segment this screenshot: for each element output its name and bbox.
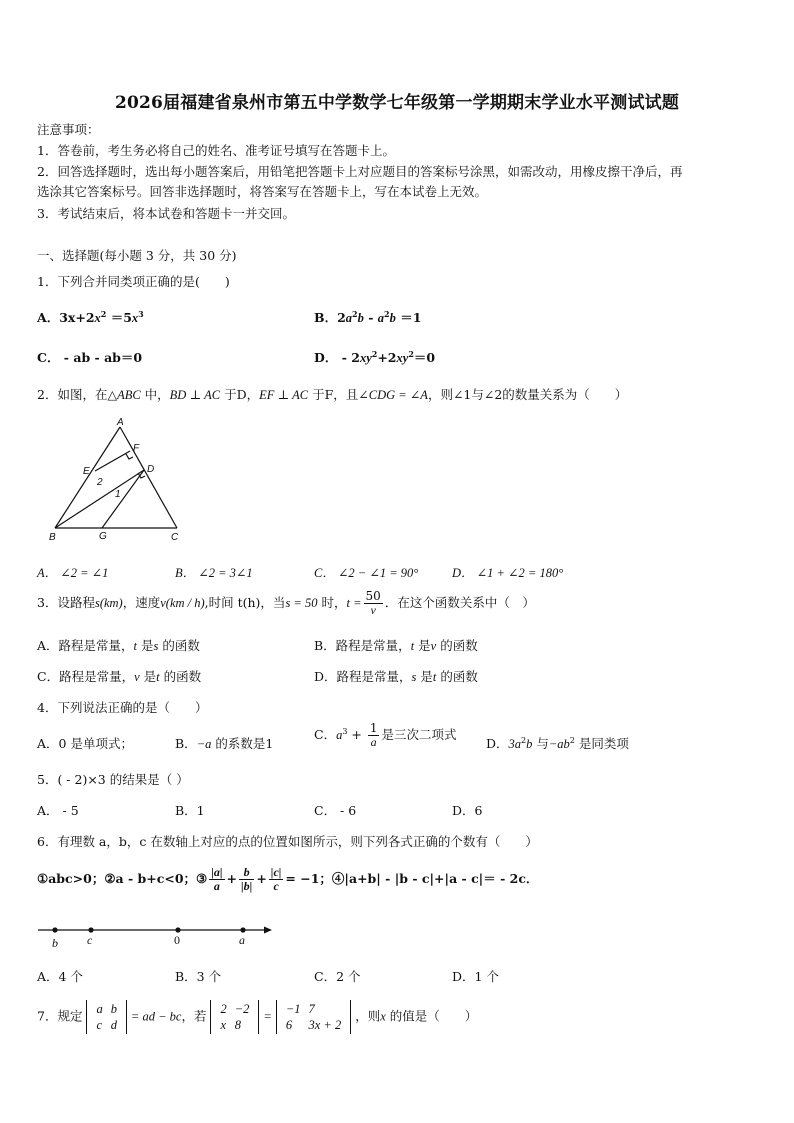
axis-label-zero: 0 [174,933,180,947]
q2-option-a: A． ∠2 = ∠1 [37,566,109,580]
point-a [240,927,245,932]
q5-option-b: B．1 [175,803,205,818]
q2-option-c: C． ∠2 − ∠1 = 90° [314,566,419,580]
matrix-definition: a b c d [86,1000,127,1034]
q6-stem: 6．有理数 a，b，c 在数轴上对应的点的位置如图所示，则下列各式正确的个数有（ ） [37,834,538,849]
q5-option-c: C． - 6 [314,803,357,818]
q3-option-a: A．路程是常量，t 是s 的函数 [37,638,200,653]
notice-item-2-cont: 选涂其它答案标号。回答非选择题时，将答案写在答题卡上，写在本试卷上无效。 [37,184,488,199]
label-e: E [83,466,90,477]
q1-option-c: C． - ab - ab＝0 [37,350,143,365]
q6-option-a: A．4 个 [37,969,83,984]
matrix-left: 2 −2 x 8 [210,1000,259,1034]
q4-stem: 4．下列说法正确的是（ ） [37,700,208,715]
q3-option-c: C．路程是常量，v 是t 的函数 [37,669,202,684]
q7-stem: 7．规定 a b c d = ad − bc，若 2 −2 x 8 = −1 7 6 3x + 2 ，则x 的值是（ ） [37,1002,478,1032]
q3-stem: 3．设路程s(km)，速度v(km / h),时间 t(h)，当s = 50 时，t = $\frac{50}{v}$ ．在这个函数关系中（ ） [37,589,535,617]
q1-stem: 1．下列合并同类项正确的是( ) [37,274,230,289]
q6-option-c: C．2 个 [314,969,361,984]
q4-option-d: D．$3a^2b$ 与$-ab^2$ 是同类项 [486,735,629,751]
label-g: G [99,531,107,542]
notice-item-1: 1．答卷前，考生务必将自己的姓名、准考证号填写在答题卡上。 [37,143,395,158]
q6-statements: ①abc>0；②a - b+c<0；③ $\frac{|a|}{a}$ + $\frac{b}{|b|}$ + $\frac{|c|}{c}$ = −1；④|a+b| - |b - c|+|a - c|＝ - 2c． [37,865,539,893]
q1-option-a: A．$3x+2x^2 =5x^3$ [37,308,144,325]
q5-option-a: A． - 5 [37,803,79,818]
section-heading: 一、选择题(每小题 3 分，共 30 分) [37,248,237,263]
q4-option-c: C．$a^3$ + $\frac{1}{a}$ 是三次二项式 [314,721,457,749]
matrix-right: −1 7 6 3x + 2 [276,1000,351,1034]
notice-item-3: 3．考试结束后，将本试卷和答题卡一并交回。 [37,206,295,221]
point-c [88,927,93,932]
label-angle-1: 1 [115,489,121,500]
label-d: D [147,464,155,475]
label-angle-2: 2 [97,477,103,488]
q6-option-b: B．3 个 [175,969,222,984]
q3-option-b: B．路程是常量，t 是v 的函数 [314,638,478,653]
q2-option-d: D． ∠1 + ∠2 = 180° [452,566,564,580]
label-a: A [117,417,124,428]
number-line [36,920,276,952]
label-b: B [49,532,56,543]
label-f: F [133,443,140,454]
q2-option-b: B． ∠2 = 3∠1 [175,566,253,580]
q4-option-a: A．0 是单项式； [37,736,133,751]
page-title: 2026届福建省泉州市第五中学数学七年级第一学期期末学业水平测试试题 [114,93,680,113]
notice-item-2: 2．回答选择题时，选出每小题答案后，用铅笔把答题卡上对应题目的答案标号涂黑，如需改动，用橡皮擦干净后，再 [37,164,683,179]
q1-option-d: D． - $2xy^2+2xy^2=0$ [314,348,436,365]
axis-label-a: a [239,933,245,947]
triangle-figure [40,415,190,545]
axis-label-c: c [87,933,93,947]
q3-option-d: D．路程是常量，s 是t 的函数 [314,669,478,684]
point-zero [175,927,180,932]
q2-stem: 2．如图，在△ABC 中，BD ⊥ AC 于D，EF ⊥ AC 于F，且∠CDG = ∠A，则∠1与∠2的数量关系为（ ） [37,387,628,402]
notice-heading: 注意事项： [37,122,100,137]
q4-option-b: B．−a 的系数是1 [175,736,274,751]
point-b [52,927,57,932]
axis-label-b: b [52,936,58,950]
label-c: C [171,532,179,543]
q5-option-d: D．6 [452,803,483,818]
q6-option-d: D．1 个 [452,969,499,984]
q5-stem: 5．( - 2)×3 的结果是（ ） [37,772,189,787]
q1-option-b: B．$2a^2b - a^2b =1$ [314,308,422,325]
